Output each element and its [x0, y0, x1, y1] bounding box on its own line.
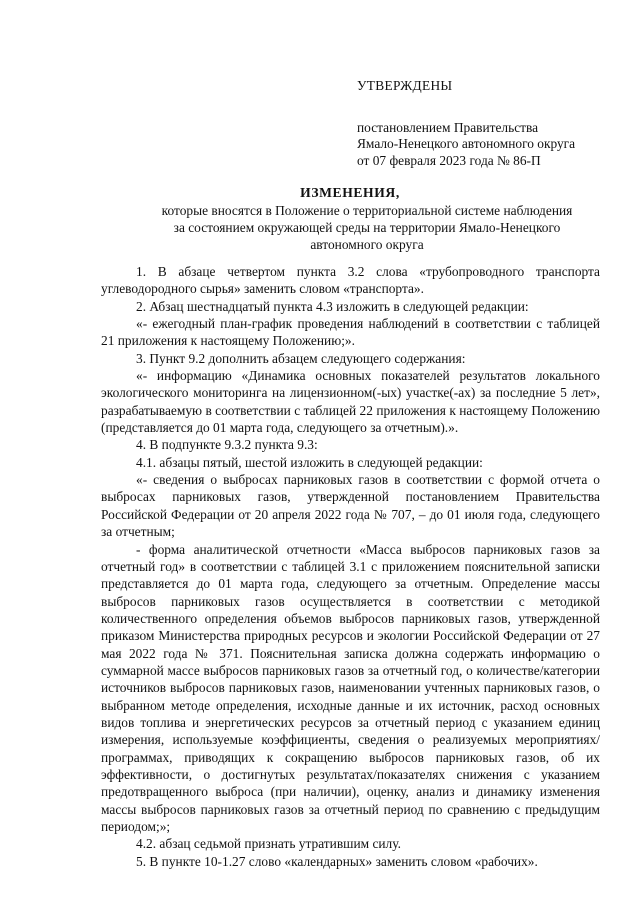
document-body [101, 263, 600, 870]
subtitle-line-3: автономного округа [310, 236, 424, 252]
paragraph-8: «- сведения о выбросах парниковых газов в соответствии с формой отчета о выбросах парниковых газов, утвержденной постановлением Правительства Российской Федерации от 20 апреля 2022 года № 707, – до 01 июля года, следующего за отчетным; [101, 472, 600, 540]
document-title: ИЗМЕНЕНИЯ, [300, 185, 400, 200]
approval-line-3: от 07 февраля 2023 года № 86-П [357, 152, 541, 168]
paragraph-10: 4.2. абзац седьмой признать утратившим силу. [136, 836, 401, 852]
subtitle-line-2: за состоянием окружающей среды на территории Ямало-Ненецкого [173, 219, 561, 235]
paragraph-9: - форма аналитической отчетности «Масса выбросов парниковых газов за отчетный год» в соответствии с таблицей 3.1 с приложением пояснительной записки представляется до 01 марта года, следующего за отчетным. Определение массы выбросов парниковых газов осуществляется в соответствии с методикой количественного определения объемов выбросов парниковых газов, утвержденной приказом Министерства природных ресурсов и экологии Российской Федерации от 27 мая 2022 года № 371. Пояснительная записка должна содержать информацию о суммарной массе выбросов парниковых газов за отчетный год, о количестве/категории источников выбросов парниковых газов, наименовании учтенных парниковых газов, о выбранном методе определения, исходные данные и их источник, расход основных видов топлива и энергетических ресурсов за отчетный период с указанием единиц измерения, используемые коэффициенты, сведения о реализуемых мероприятиях/ программах, приводящих к сокращению выбросов парниковых газов, об их эффективности, о достигнутых результатах/показателях снижения с указанием предотвращенного выброса (при наличии), оценку, анализ и динамику изменения массы выбросов парниковых газов за отчетный период по сравнению с предыдущим периодом;»; [101, 541, 600, 834]
paragraph-5: «- информацию «Динамика основных показателей результатов локального экологического мониторинга на лицензионном(-ых) участке(-ах) за последние 5 лет», разрабатываемую в соответствии с таблицей 22 приложения к настоящему Положению (представляется до 01 марта года, следующего за отчетным).». [101, 368, 600, 436]
paragraph-2: 2. Абзац шестнадцатый пункта 4.3 изложить в следующей редакции: [136, 298, 529, 314]
paragraph-7: 4.1. абзацы пятый, шестой изложить в следующей редакции: [136, 454, 483, 470]
paragraph-4: 3. Пункт 9.2 дополнить абзацем следующего содержания: [136, 350, 466, 366]
paragraph-3: «- ежегодный план-график проведения наблюдений в соответствии с таблицей 21 приложения к настоящему Положению;». [101, 316, 600, 349]
approval-block [357, 78, 617, 169]
paragraph-1: 1. В абзаце четвертом пункта 3.2 слова «трубопроводного транспорта углеводородного сырья» заменить словом «транспорта». [101, 264, 600, 297]
document-subtitle [128, 203, 606, 253]
approval-heading: УТВЕРЖДЕНЫ [357, 78, 453, 93]
approval-line-2: Ямало-Ненецкого автономного округа [357, 136, 576, 151]
paragraph-6: 4. В подпункте 9.3.2 пункта 9.3: [136, 437, 318, 453]
subtitle-line-1: которые вносятся в Положение о территориальной системе наблюдения [161, 203, 573, 218]
approval-line-1: постановлением Правительства [357, 119, 539, 135]
paragraph-11: 5. В пункте 10-1.27 слово «календарных» заменить словом «рабочих». [136, 853, 538, 869]
